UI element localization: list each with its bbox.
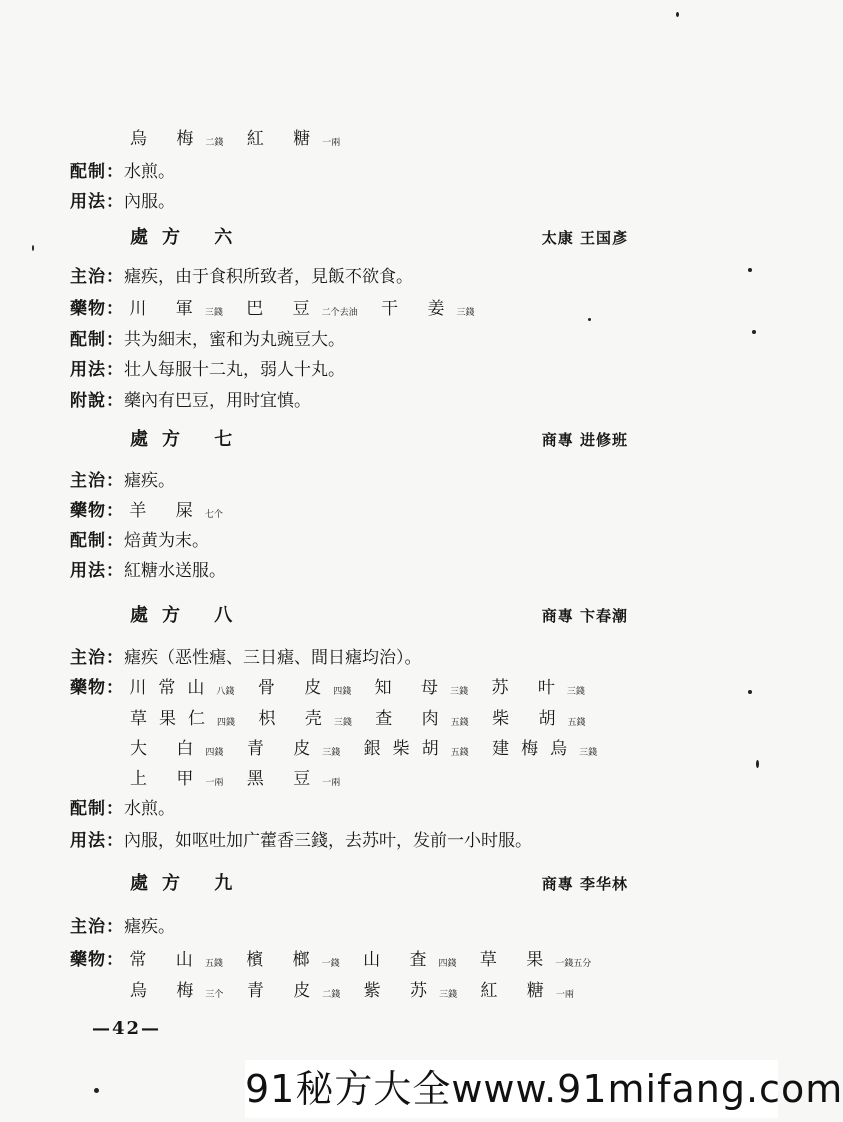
recipe-header bbox=[130, 600, 628, 632]
usage-row: 用法：內服，如呕吐加广藿香三錢，去苏叶，发前一小时服。 bbox=[70, 831, 532, 851]
herb-item: 草 果一錢五分 bbox=[479, 950, 592, 970]
herb-item: 川 軍三錢 bbox=[129, 299, 223, 319]
herb-item: 上 甲一兩 bbox=[130, 769, 224, 789]
recipe-header bbox=[130, 868, 628, 900]
herb-item: 紅 糖一兩 bbox=[480, 981, 574, 1001]
usage-row: 用法：壮人每服十二丸，弱人十丸。 bbox=[70, 360, 345, 380]
recipe-source: 商專 卞春潮 bbox=[541, 607, 628, 625]
recipe-title: 處方 六 bbox=[130, 227, 247, 248]
prep-row: 配制：水煎。 bbox=[70, 799, 175, 819]
herb-item: 青 皮二錢 bbox=[246, 981, 341, 1001]
recipe-header bbox=[130, 424, 628, 456]
herb-item: 柴 胡五錢 bbox=[492, 709, 586, 729]
herb-item: 苏 叶三錢 bbox=[491, 678, 585, 698]
indication-row: 主治：瘧疾，由于食积所致者，見飯不欲食。 bbox=[70, 267, 413, 287]
scan-speck bbox=[588, 318, 591, 321]
herbs-row: 藥物： 川常山八錢 骨 皮四錢 知 母三錢 苏 叶三錢 bbox=[70, 673, 658, 703]
prep-row: 配制：焙黄为末。 bbox=[70, 531, 209, 551]
recipe-header bbox=[130, 222, 628, 254]
herb-item: 紫 苏三錢 bbox=[363, 981, 458, 1001]
watermark-text: 91秘方大全www.91mifang.com bbox=[245, 1067, 843, 1111]
scan-speck bbox=[752, 330, 756, 334]
recipe-source: 太康 王国彥 bbox=[541, 229, 628, 247]
prep-row: 配制：共为細末，蜜和为丸豌豆大。 bbox=[70, 330, 345, 350]
note-row: 附說：藥內有巴豆，用时宜慎。 bbox=[70, 391, 311, 411]
scan-speck bbox=[756, 760, 759, 768]
herb-item: 知 母三錢 bbox=[374, 678, 469, 698]
herb-item: 羊 屎七个 bbox=[129, 501, 223, 521]
herb-item: 枳 壳三錢 bbox=[258, 709, 352, 729]
herb-item: 干 姜三錢 bbox=[381, 299, 475, 319]
herb-item: 檳 榔一錢 bbox=[246, 950, 340, 970]
scan-speck bbox=[32, 245, 34, 251]
usage-row: 用法：內服。 bbox=[70, 192, 175, 212]
herb-item: 大 白四錢 bbox=[130, 739, 224, 759]
indication-row: 主治：瘧疾。 bbox=[70, 471, 175, 491]
herbs-row bbox=[130, 976, 658, 1006]
recipe-title: 處方 九 bbox=[130, 873, 247, 894]
herb-item: 川常山八錢 bbox=[129, 678, 235, 698]
herbs-row bbox=[130, 764, 658, 794]
herb-item: 常 山五錢 bbox=[129, 950, 223, 970]
herb-item: 烏 梅三个 bbox=[130, 981, 224, 1001]
herbs-row: 藥物： 川 軍三錢 巴 豆二个去油 干 姜三錢 bbox=[70, 294, 658, 324]
scan-speck bbox=[676, 12, 679, 17]
usage-row: 用法：紅糖水送服。 bbox=[70, 561, 226, 581]
herbs-row: 藥物： 常 山五錢 檳 榔一錢 山 査四錢 草 果一錢五分 bbox=[70, 945, 658, 975]
recipe-source: 商專 进修班 bbox=[541, 431, 628, 449]
recipe-source: 商專 李华林 bbox=[541, 875, 628, 893]
herb-item: 建梅烏三錢 bbox=[492, 739, 598, 759]
herbs-row bbox=[130, 734, 658, 764]
herbs-row: 藥物： 羊 屎七个 bbox=[70, 496, 658, 526]
herb-item: 烏 梅二錢 bbox=[130, 129, 224, 149]
indication-row: 主治：瘧疾。 bbox=[70, 917, 175, 937]
herbs-row bbox=[130, 704, 658, 734]
scan-speck bbox=[748, 268, 752, 272]
herb-item: 骨 皮四錢 bbox=[257, 678, 352, 698]
herb-item: 巴 豆二个去油 bbox=[246, 299, 358, 319]
scan-speck bbox=[748, 690, 752, 694]
scan-speck bbox=[94, 1088, 99, 1093]
watermark-banner bbox=[245, 1060, 843, 1118]
herb-item: 黑 豆一兩 bbox=[246, 769, 341, 789]
indication-row: 主治：瘧疾（恶性瘧、三日瘧、間日瘧均治）。 bbox=[70, 648, 422, 668]
herb-item: 山 査四錢 bbox=[363, 950, 457, 970]
herb-line bbox=[130, 124, 658, 154]
herb-item: 查 肉五錢 bbox=[375, 709, 469, 729]
herb-item: 草果仁四錢 bbox=[130, 709, 236, 729]
recipe-title: 處方 八 bbox=[130, 605, 247, 626]
page-number: —42— bbox=[92, 1018, 162, 1039]
herb-item: 銀柴胡五錢 bbox=[363, 739, 469, 759]
herb-item: 青 皮三錢 bbox=[246, 739, 341, 759]
prep-row: 配制：水煎。 bbox=[70, 162, 175, 182]
recipe-title: 處方 七 bbox=[130, 429, 247, 450]
herb-item: 紅 糖一兩 bbox=[246, 129, 341, 149]
